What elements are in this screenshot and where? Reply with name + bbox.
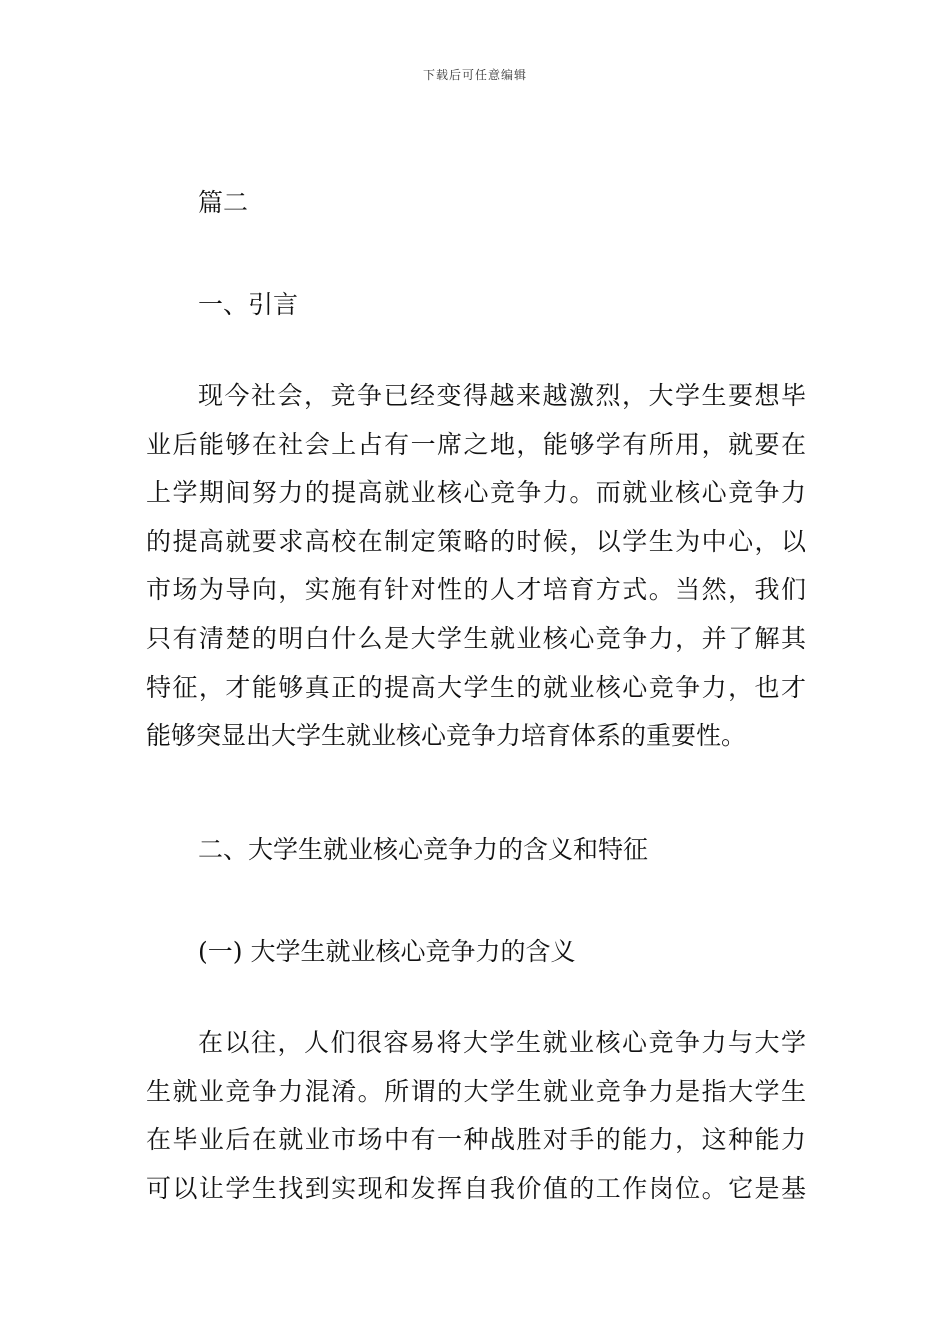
- paragraph-line: 特征，才能够真正的提高大学生的就业核心竞争力，也才: [146, 672, 806, 702]
- paragraph-line: 生就业竞争力混淆。所谓的大学生就业竞争力是指大学生: [146, 1076, 806, 1106]
- paragraph-line: 只有清楚的明白什么是大学生就业核心竞争力，并了解其: [146, 623, 806, 653]
- paragraph-line: 的提高就要求高校在制定策略的时候，以学生为中心，以: [146, 526, 806, 556]
- paragraph-line: 可以让学生找到实现和发挥自我价值的工作岗位。它是基: [146, 1173, 806, 1203]
- paragraph-line: 在毕业后在就业市场中有一种战胜对手的能力，这种能力: [146, 1125, 806, 1155]
- paragraph-line: 业后能够在社会上占有一席之地，能够学有所用，就要在: [146, 429, 806, 459]
- paragraph-meaning: [146, 1019, 806, 1213]
- paragraph-line: 在以往，人们很容易将大学生就业核心竞争力与大学: [198, 1028, 806, 1057]
- paragraph-line: 市场为导向，实施有针对性的人才培育方式。当然，我们: [146, 575, 806, 605]
- heading-meaning-and-features: 二、大学生就业核心竞争力的含义和特征: [198, 835, 649, 864]
- paragraph-introduction: [146, 372, 806, 761]
- paragraph-line: 能够突显出大学生就业核心竞争力培育体系的重要性。: [146, 721, 747, 751]
- paragraph-line: 现今社会，竞争已经变得越来越激烈，大学生要想毕: [198, 381, 806, 410]
- heading-introduction: 一、引言: [198, 290, 299, 319]
- subheading-meaning: (一) 大学生就业核心竞争力的含义: [198, 937, 576, 966]
- paragraph-line: 上学期间努力的提高就业核心竞争力。而就业核心竞争力: [146, 478, 806, 508]
- section-title: 篇二: [198, 188, 249, 217]
- page-header-note: 下载后可任意编辑: [422, 68, 527, 82]
